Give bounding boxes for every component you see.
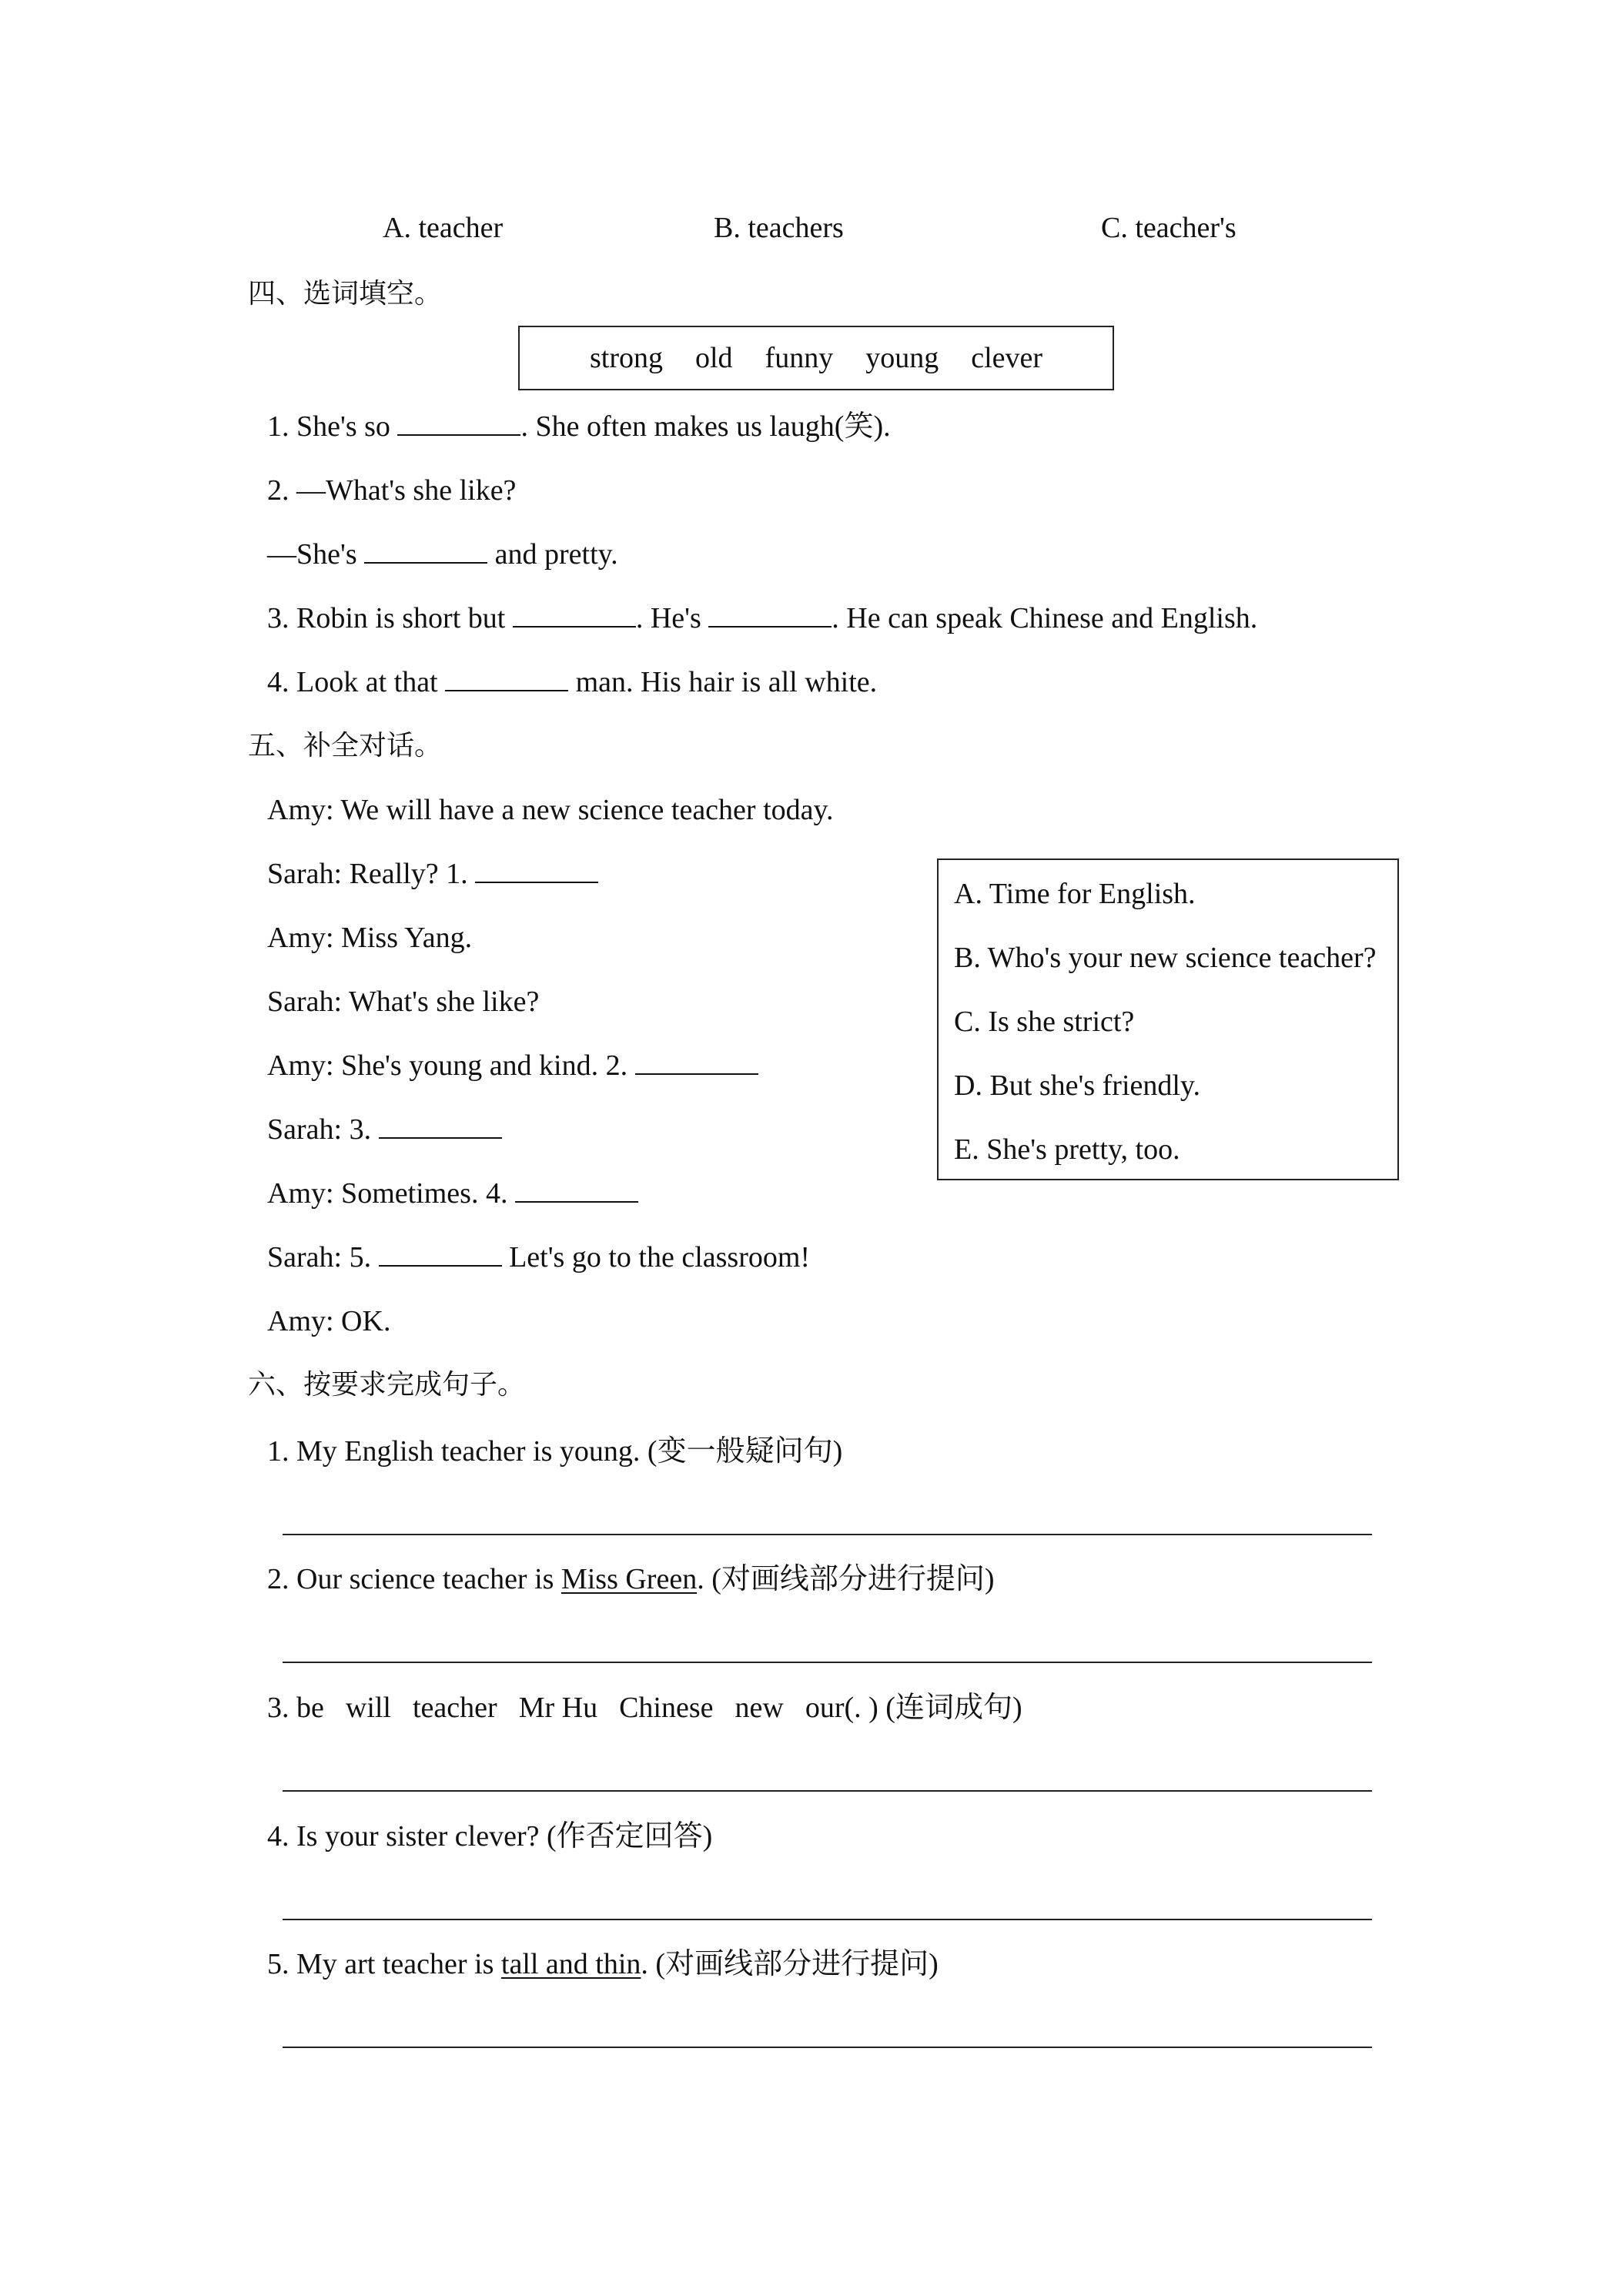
choice-item: E. She's pretty, too. [954, 1133, 1180, 1166]
choice-item: C. Is she strict? [954, 1006, 1135, 1038]
dialogue-line [267, 1111, 502, 1148]
text: 5. My art teacher is [267, 1948, 501, 1980]
answer-blank[interactable] [708, 600, 832, 628]
text: 1. She's so [267, 410, 398, 443]
text: man. His hair is all white. [568, 666, 878, 698]
text: 4. Look at that [267, 666, 446, 698]
dialogue-line: Amy: We will have a new science teacher today. [267, 794, 834, 826]
s6-question-5 [267, 1946, 939, 1983]
word-bank-item: clever [971, 342, 1043, 374]
underlined-phrase: Miss Green [561, 1563, 698, 1595]
option-a: A. teacher [383, 212, 504, 244]
text: Amy: She's young and kind. 2. [267, 1049, 635, 1082]
text: 3. Robin is short but [267, 602, 513, 634]
answer-blank[interactable] [364, 536, 487, 564]
answer-line[interactable] [283, 1662, 1372, 1663]
text: —She's [267, 538, 365, 571]
answer-line[interactable] [283, 1534, 1372, 1535]
word-bank-item: strong [589, 342, 663, 374]
answer-blank[interactable] [513, 600, 636, 628]
scrambled-word: teacher [413, 1692, 497, 1724]
text: . He's [635, 602, 709, 634]
text: Sarah: 5. [267, 1241, 379, 1274]
s4-question-1 [267, 408, 891, 445]
option-c: C. teacher's [1101, 212, 1236, 244]
scrambled-word: Mr Hu [518, 1692, 598, 1724]
section-4-heading: 四、选词填空。 [248, 278, 443, 310]
choice-item: A. Time for English. [954, 878, 1196, 910]
choice-item: B. Who's your new science teacher? [954, 942, 1377, 974]
answer-blank[interactable] [379, 1111, 502, 1139]
word-bank-item: young [865, 342, 939, 374]
text: Amy: Sometimes. 4. [267, 1177, 515, 1210]
dialogue-line [267, 1175, 638, 1212]
choice-box [937, 858, 1399, 1180]
text: Let's go to the classroom! [501, 1241, 811, 1274]
answer-blank[interactable] [379, 1239, 502, 1267]
choice-item: D. But she's friendly. [954, 1069, 1200, 1102]
text: and pretty. [487, 538, 618, 571]
answer-blank[interactable] [397, 408, 520, 436]
dialogue-line: Sarah: What's she like? [267, 986, 540, 1018]
scrambled-word: new [735, 1692, 784, 1724]
s4-question-3 [267, 600, 1257, 637]
text: . She often makes us laugh(笑). [520, 410, 891, 443]
answer-line[interactable] [283, 1790, 1372, 1792]
dialogue-line: Amy: Miss Yang. [267, 922, 473, 954]
text: . (对画线部分进行提问) [641, 1948, 939, 1980]
scrambled-word: Chinese [619, 1692, 714, 1724]
word-bank-item: old [694, 342, 733, 374]
text: Sarah: 3. [267, 1113, 379, 1146]
s4-question-2b [267, 536, 618, 573]
dialogue-line [267, 1047, 758, 1084]
answer-line[interactable] [283, 1919, 1372, 1920]
s6-question-4: 4. Is your sister clever? (作否定回答) [267, 1820, 713, 1853]
text: (连词成句) [878, 1692, 1022, 1724]
text: . He can speak Chinese and English. [832, 602, 1258, 634]
word-bank [518, 326, 1114, 390]
text: Sarah: Really? 1. [267, 858, 476, 890]
answer-blank[interactable] [635, 1047, 758, 1075]
option-b: B. teachers [714, 212, 844, 244]
text: 2. Our science teacher is [267, 1563, 561, 1595]
s6-question-1: 1. My English teacher is young. (变一般疑问句) [267, 1435, 843, 1468]
s6-question-2 [267, 1561, 995, 1598]
scrambled-word: will [345, 1692, 391, 1724]
section-6-heading: 六、按要求完成句子。 [248, 1369, 526, 1401]
word-bank-item: funny [765, 342, 834, 374]
answer-blank[interactable] [515, 1175, 638, 1203]
answer-blank[interactable] [475, 855, 598, 883]
dialogue-line: Amy: OK. [267, 1305, 391, 1337]
scrambled-word: our(. ) [805, 1692, 878, 1724]
s6-question-3 [267, 1689, 1022, 1726]
text: . (对画线部分进行提问) [697, 1563, 995, 1595]
answer-line[interactable] [283, 2047, 1372, 2048]
dialogue-line [267, 1239, 810, 1276]
underlined-phrase: tall and thin [500, 1948, 641, 1980]
section-5-heading: 五、补全对话。 [248, 730, 443, 761]
s4-question-2a: 2. —What's she like? [267, 474, 517, 507]
s4-question-4 [267, 664, 877, 701]
text: 3. be [267, 1692, 324, 1724]
answer-blank[interactable] [445, 664, 568, 691]
dialogue-line [267, 855, 598, 892]
